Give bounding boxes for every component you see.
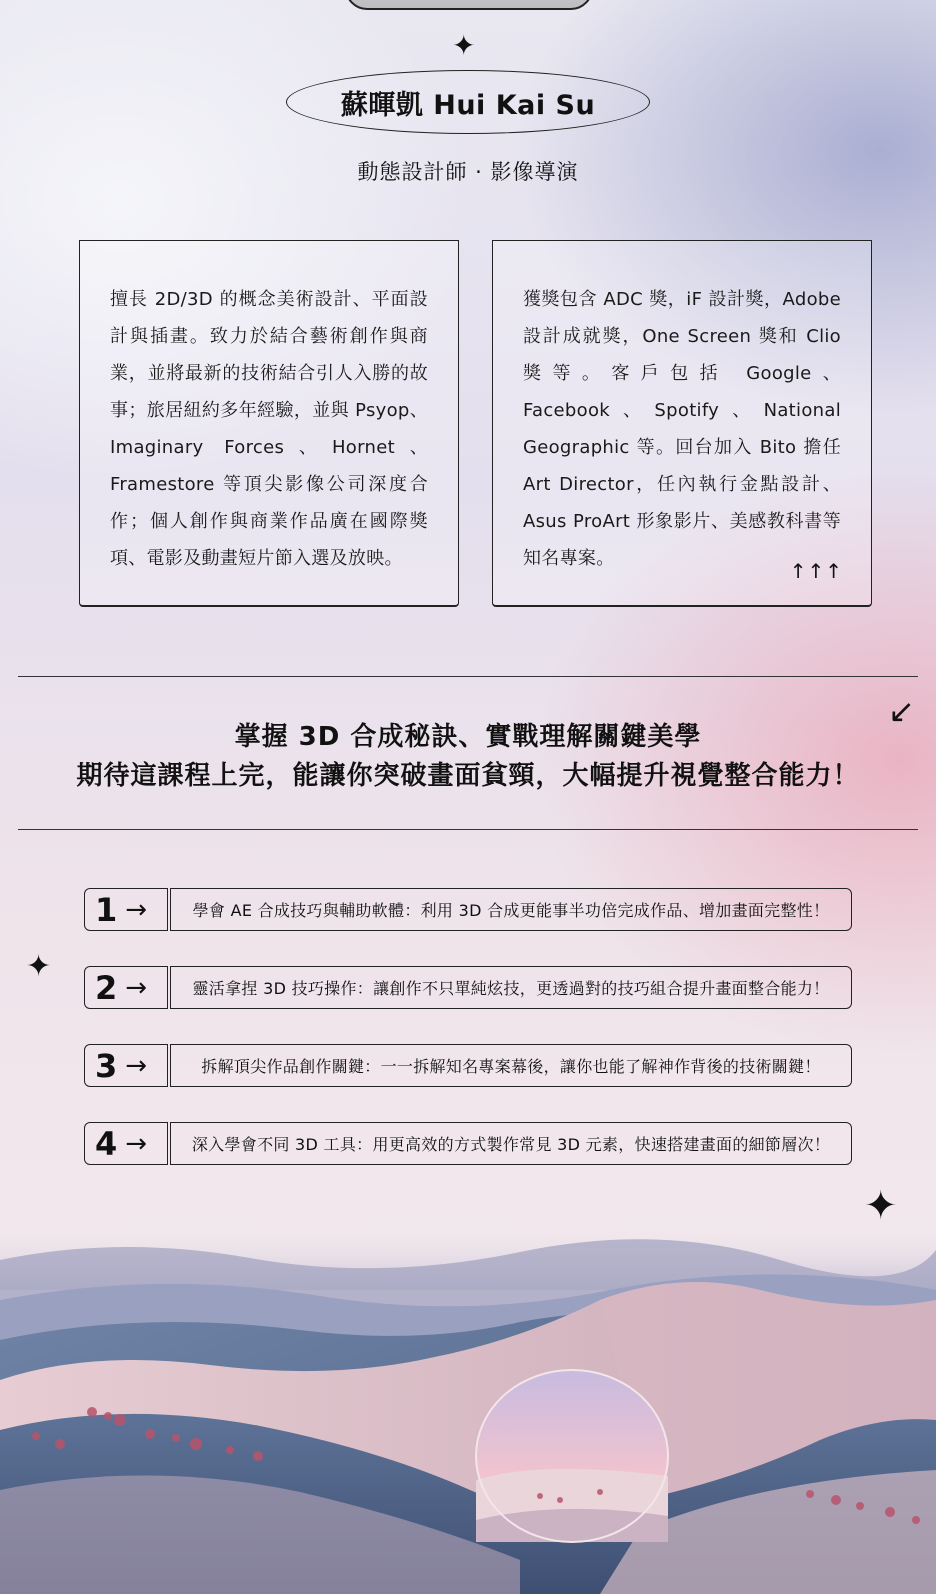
- point-text: 學會 AE 合成技巧與輔助軟體：利用 3D 合成更能事半功倍完成作品、增加畫面完整性！: [170, 888, 852, 931]
- divider: [18, 829, 918, 830]
- instructor-title: 動態設計師 · 影像導演: [357, 160, 579, 184]
- arrow-right-icon: →: [125, 894, 148, 925]
- desert-landscape-illustration: [0, 1230, 936, 1594]
- arrow-right-icon: →: [125, 1050, 148, 1081]
- point-number-box: [84, 1122, 168, 1165]
- arrow-right-icon: →: [125, 972, 148, 1003]
- point-text: 拆解頂尖作品創作關鍵：一一拆解知名專案幕後，讓你也能了解神作背後的技術關鍵！: [170, 1044, 852, 1087]
- sparkle-icon: ✦: [452, 29, 476, 62]
- point-number-box: [84, 966, 168, 1009]
- bio-text: 獲獎包含 ADC 獎，iF 設計獎，Adobe 設計成就獎，One Screen 獎和 Clio 獎等。客戶包括 Google、Facebook、Spotify、National Geographic 等。回台加入 Bito 擔任 Art Director，任內執行金點設計、Asus ProArt 形象影片、美感教科書等知名專案。: [523, 289, 841, 569]
- arrow-right-icon: →: [125, 1128, 148, 1159]
- instructor-name: 蘇暉凱 Hui Kai Su: [340, 89, 596, 121]
- point-item-2: [84, 966, 852, 1009]
- point-number: 1: [95, 890, 118, 929]
- point-item-3: [84, 1044, 852, 1087]
- point-number: 4: [95, 1124, 118, 1163]
- point-item-4: [84, 1122, 852, 1165]
- up-arrows-icon: ↑↑↑: [789, 559, 843, 583]
- point-text: 深入學會不同 3D 工具：用更高效的方式製作常見 3D 元素，快速搭建畫面的細節層次！: [170, 1122, 852, 1165]
- sparkle-icon: ✦: [864, 1183, 898, 1229]
- headline-line-1: 掌握 3D 合成秘訣、實戰理解關鍵美學: [234, 722, 702, 752]
- point-number-box: [84, 888, 168, 931]
- bio-text: 擅長 2D/3D 的概念美術設計、平面設計與插畫。致力於結合藝術創作與商業，並將最新的技術結合引人入勝的故事；旅居紐約多年經驗，並與 Psyop、Imaginary Forces、Hornet、Framestore 等頂尖影像公司深度合作；個人創作與商業作品廣在國際獎項、電影及動畫短片節入選及放映。: [110, 289, 428, 569]
- sparkle-icon: ✦: [26, 949, 52, 984]
- headline-line-2: 期待這課程上完，能讓你突破畫面貧頸，大幅提升視覺整合能力！: [76, 761, 860, 791]
- point-number-box: [84, 1044, 168, 1087]
- point-number: 3: [95, 1046, 118, 1085]
- bio-card-awards: [492, 240, 872, 607]
- bio-card-experience: [79, 240, 459, 607]
- point-item-1: [84, 888, 852, 931]
- point-number: 2: [95, 968, 118, 1007]
- portrait-frame: [345, 0, 593, 10]
- point-text: 靈活拿捏 3D 技巧操作：讓創作不只單純炫技，更透過對的技巧組合提升畫面整合能力！: [170, 966, 852, 1009]
- divider: [18, 676, 918, 677]
- arrow-down-left-icon: ↙: [888, 692, 915, 730]
- instructor-name-badge: [286, 70, 650, 134]
